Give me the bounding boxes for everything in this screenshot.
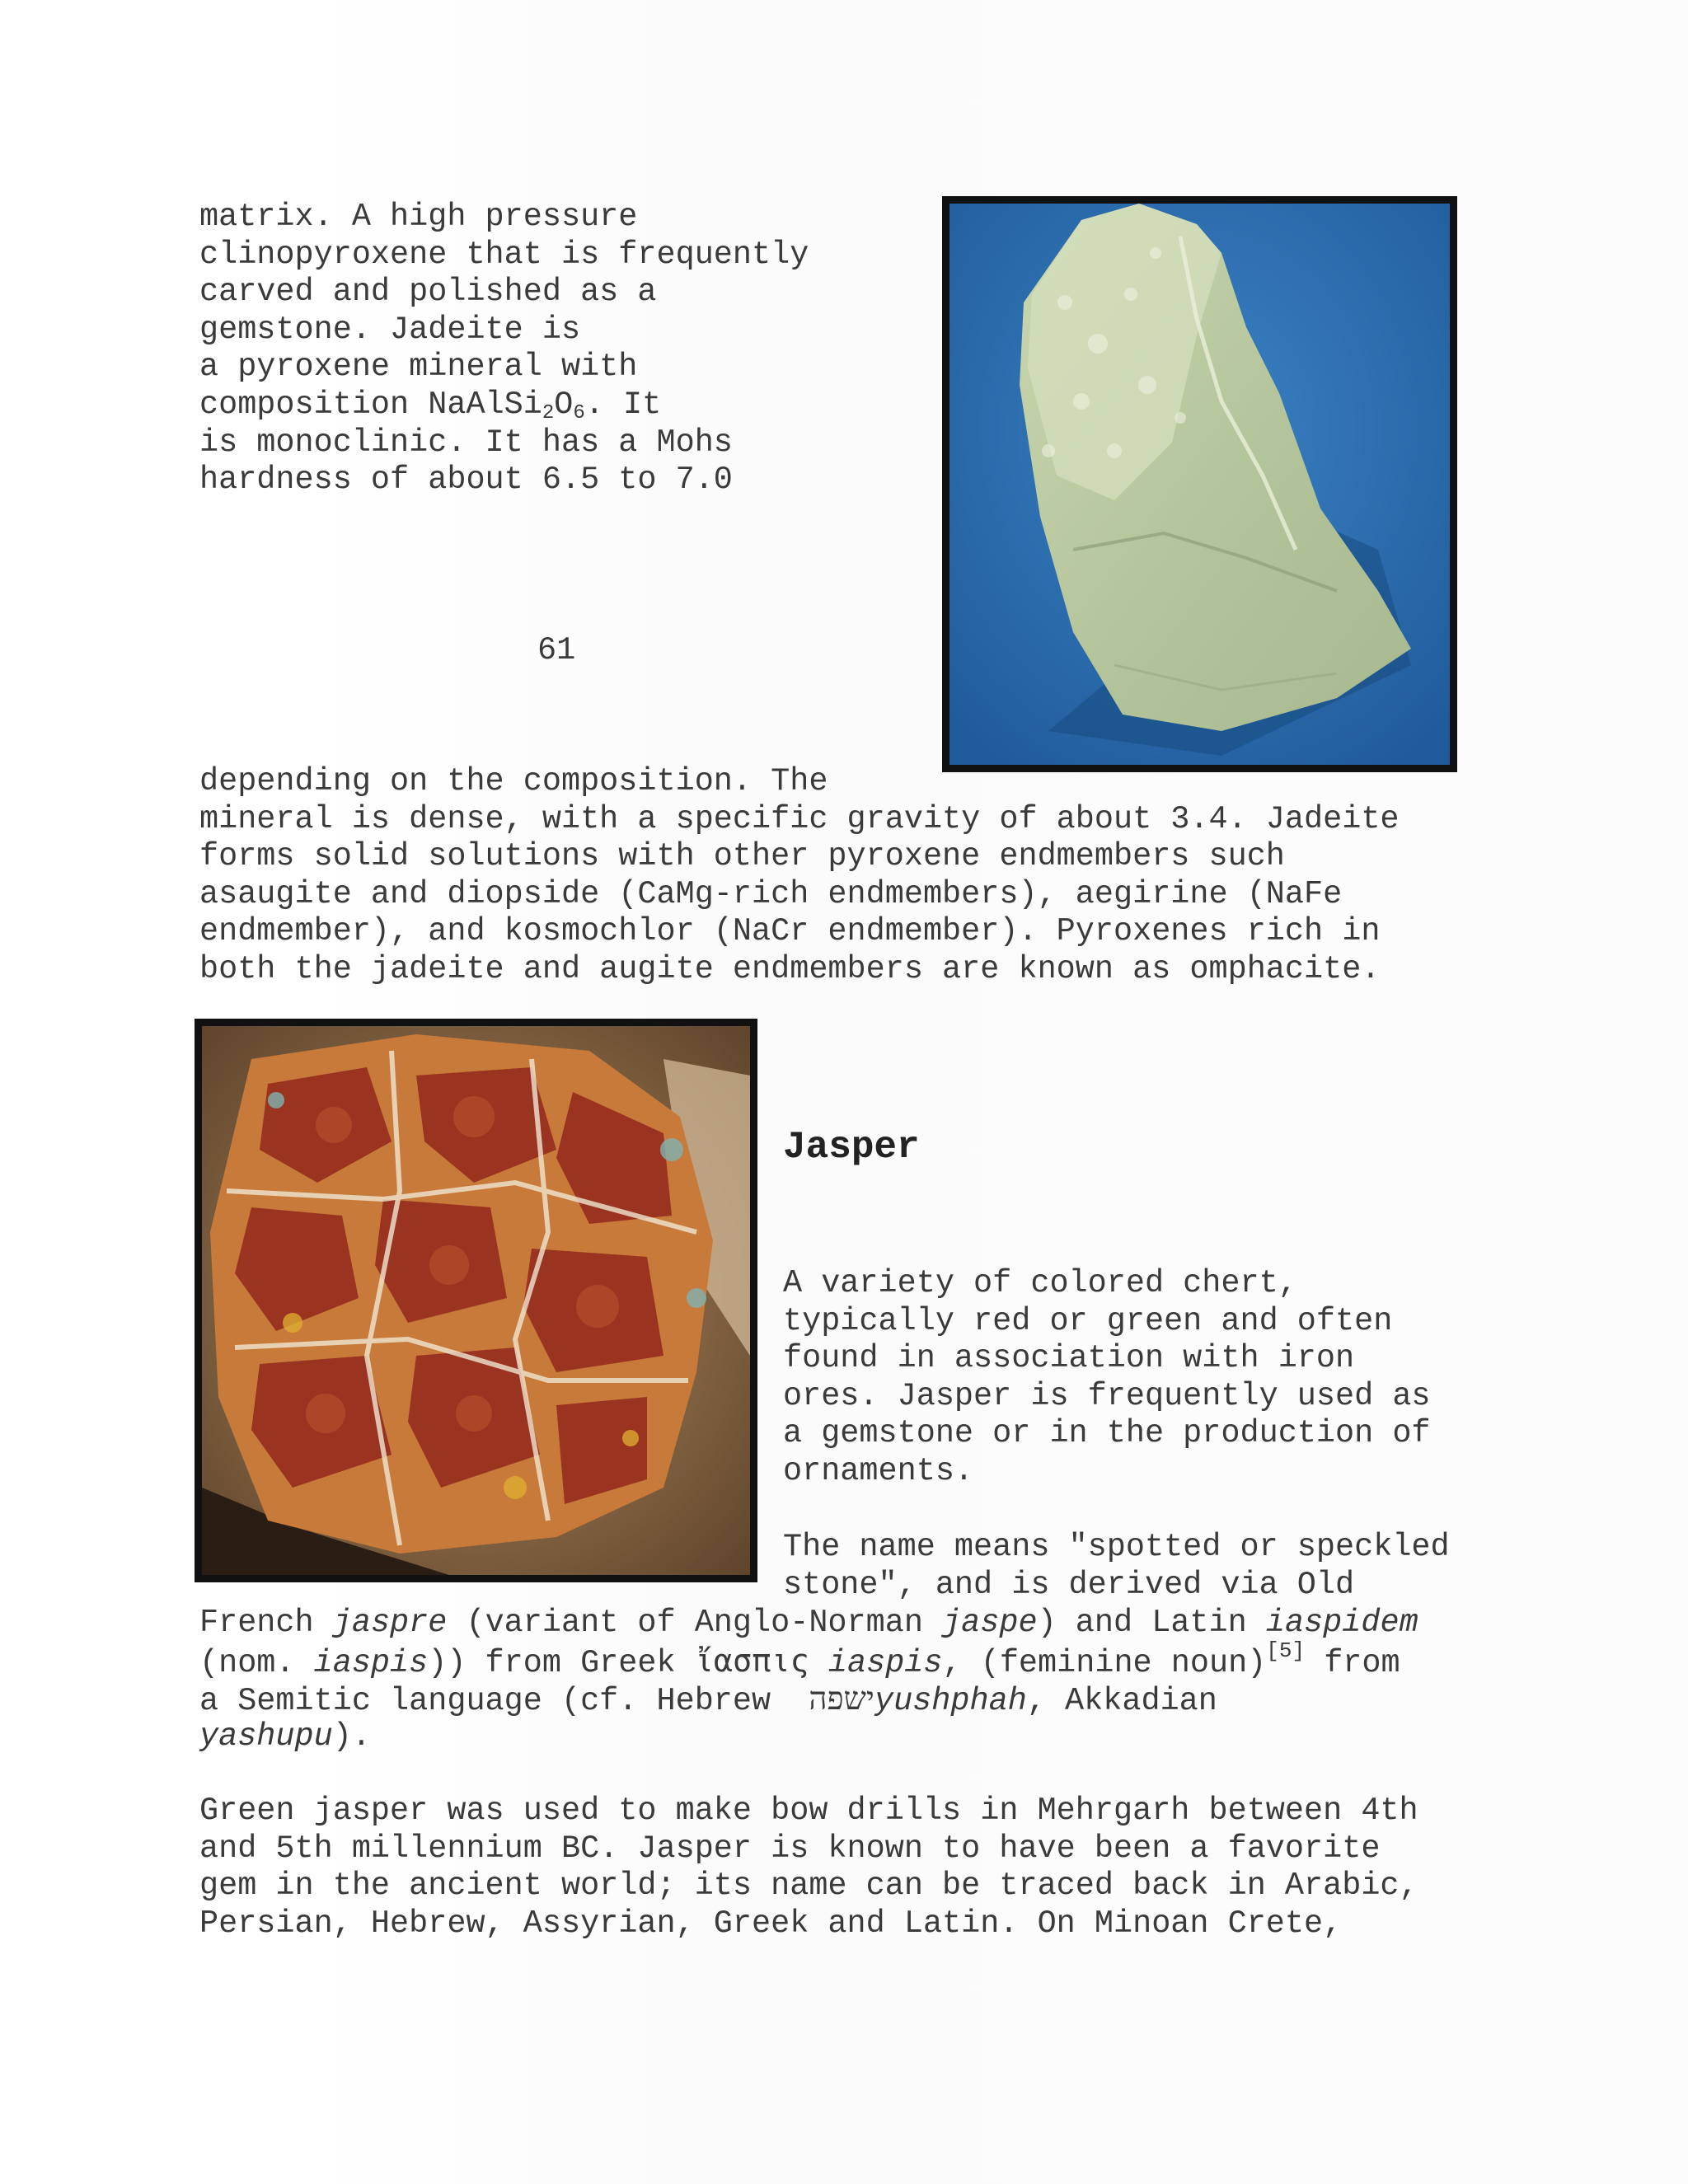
text-line: matrix. A high pressure (199, 199, 638, 235)
text-span: , Akkadian (1026, 1683, 1217, 1719)
text-line: endmember), and kosmochlor (NaCr endmember). Pyroxenes rich in (199, 913, 1381, 950)
text-line: and 5th millennium BC. Jasper is known to have been a favorite (199, 1830, 1381, 1867)
text-span: , (feminine noun) (942, 1645, 1267, 1681)
subscript: 6 (573, 401, 585, 424)
jasper-photo (195, 1019, 757, 1582)
etymology-line-1: The name means "spotted or speckled (783, 1529, 1450, 1565)
italic-term: iaspis (828, 1645, 943, 1681)
text-line: asaugite and diopside (CaMg-rich endmembers), aegirine (NaFe (199, 875, 1343, 912)
text-line: carved and polished as a (199, 274, 657, 311)
text-line: found in association with iron (783, 1340, 1355, 1377)
greek-word: ἴασπις (694, 1643, 809, 1680)
text-line: A variety of colored chert, (783, 1265, 1297, 1301)
text-line: gem in the ancient world; its name can be traced back in Arabic, (199, 1868, 1418, 1905)
text-span: French (199, 1605, 333, 1641)
text-line: both the jadeite and augite endmembers are known as omphacite. (199, 950, 1381, 987)
jasper-history-paragraph (199, 1793, 1418, 1943)
text-span: (nom. (199, 1645, 314, 1681)
italic-term: iaspis (313, 1645, 429, 1681)
etymology-line-5 (199, 1680, 1217, 1721)
jadeite-continuation-paragraph (199, 763, 1400, 989)
jasper-image (202, 1026, 750, 1575)
text-line: Persian, Hebrew, Assyrian, Greek and Latin. On Minoan Crete, (199, 1905, 1343, 1942)
text-line: Green jasper was used to make bow drills in Mehrgarh between 4th (199, 1793, 1418, 1829)
italic-term: yashupu (199, 1718, 333, 1755)
text-span (809, 1645, 828, 1681)
text-span: (variant of Anglo-Norman (447, 1605, 943, 1641)
subscript: 2 (542, 401, 555, 424)
text-line: clinopyroxene that is frequently (199, 236, 809, 273)
text-span: ). (332, 1718, 371, 1755)
text-span: a Semitic language (cf. Hebrew (199, 1683, 809, 1719)
text-line: a pyroxene mineral with (199, 349, 638, 386)
text-span: )) from Greek (428, 1645, 695, 1681)
formula-text: . It (584, 386, 662, 423)
text-line: a gemstone or in the production of (783, 1415, 1431, 1452)
italic-term: jaspre (332, 1605, 448, 1641)
jadeite-photo (942, 196, 1457, 772)
formula-text: O (554, 386, 574, 423)
text-line: depending on the composition. The (199, 763, 828, 799)
formula-line (199, 387, 809, 424)
jasper-heading: Jasper (783, 1126, 920, 1169)
italic-term: yushphah (874, 1683, 1027, 1719)
text-line: is monoclinic. It has a Mohs (199, 424, 733, 461)
text-span: from (1305, 1645, 1400, 1681)
italic-term: iaspidem (1265, 1605, 1418, 1641)
formula-text: composition NaAlSi (199, 386, 542, 423)
citation-link[interactable]: [5] (1266, 1638, 1306, 1663)
text-line: hardness of about 6.5 to 7.0 (199, 462, 733, 499)
jasper-description (783, 1265, 1431, 1491)
etymology-line-4 (199, 1638, 1400, 1683)
jadeite-paragraph (199, 199, 809, 499)
etymology-line-6 (199, 1718, 371, 1756)
page-number: 61 (537, 632, 576, 668)
hebrew-word: ישפה (809, 1680, 874, 1718)
text-line: gemstone. Jadeite is (199, 311, 581, 348)
text-line: forms solid solutions with other pyroxene endmembers such (199, 838, 1285, 875)
text-line: mineral is dense, with a specific gravity of about 3.4. Jadeite (199, 800, 1400, 837)
etymology-line-2: stone", and is derived via Old (783, 1567, 1355, 1603)
text-span: ) and Latin (1037, 1605, 1266, 1641)
text-line: ornaments. (783, 1452, 974, 1489)
italic-term: jaspe (942, 1605, 1038, 1641)
etymology-line-3 (199, 1605, 1418, 1643)
jadeite-image (950, 204, 1450, 765)
text-line: typically red or green and often (783, 1302, 1393, 1339)
text-line: ores. Jasper is frequently used as (783, 1377, 1431, 1414)
